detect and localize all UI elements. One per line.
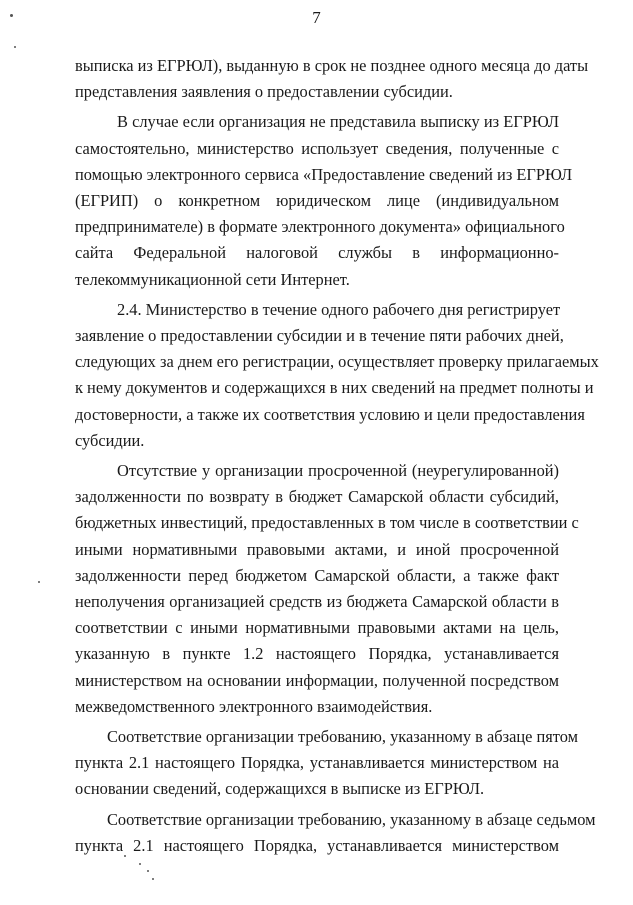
text-line: соответствии с иными нормативными правовыми актами на цель, <box>75 618 559 638</box>
text-line: представления заявления о предоставлении субсидии. <box>75 82 453 102</box>
scan-speck <box>14 46 16 48</box>
text-line: выписка из ЕГРЮЛ), выданную в срок не позднее одного месяца до даты <box>75 56 589 75</box>
text-line: указанную в пункте 1.2 настоящего Порядка, устанавливается <box>75 644 559 664</box>
text-line: В случае если организация не представила выписку из ЕГРЮЛ <box>117 112 559 132</box>
text-line: следующих за днем его регистрации, осуществляет проверку прилагаемых <box>75 352 599 372</box>
text-line: сайта Федеральной налоговой службы в информационно- <box>75 243 559 263</box>
paragraph <box>75 724 578 803</box>
text-line: субсидии. <box>75 430 145 450</box>
scan-speck <box>152 878 154 880</box>
text-line: задолженности перед бюджетом Самарской области, а также факт <box>75 565 559 585</box>
text-line: Соответствие организации требованию, указанному в абзаце седьмом <box>107 809 596 829</box>
paragraph <box>75 109 573 292</box>
paragraph <box>75 458 579 720</box>
text-line: пункта 2.1 настоящего Порядка, устанавливается министерством <box>75 835 559 855</box>
page-number: 7 <box>312 8 321 27</box>
text-line: (ЕГРИП) о конкретном юридическом лице (индивидуальном <box>75 191 559 211</box>
text-line: 2.4. Министерство в течение одного рабочего дня регистрирует <box>117 299 561 319</box>
text-line: иными нормативными правовыми актами, и иной просроченной <box>75 539 559 559</box>
paragraph <box>75 53 589 105</box>
text-line: достоверности, а также их соответствия условию и цели предоставления <box>75 404 585 424</box>
document-body <box>75 53 599 859</box>
text-line: Отсутствие у организации просроченной (неурегулированной) <box>117 461 559 481</box>
text-line: предпринимателе) в формате электронного документа» официального <box>75 217 565 237</box>
text-line: помощью электронного сервиса «Предоставление сведений из ЕГРЮЛ <box>75 164 573 184</box>
text-line: к нему документов и содержащихся в них сведений на предмет полноты и <box>75 378 594 398</box>
text-line: неполучения организацией средств из бюджета Самарской области в <box>75 592 559 612</box>
text-line: межведомственного электронного взаимодействия. <box>75 696 433 716</box>
scan-speck <box>10 14 13 17</box>
text-line: телекоммуникационной сети Интернет. <box>75 269 350 289</box>
text-line: основании сведений, содержащихся в выписке из ЕГРЮЛ. <box>75 779 485 799</box>
text-line: задолженности по возврату в бюджет Самарской области субсидий, <box>75 487 559 507</box>
scan-speck <box>147 870 149 872</box>
scan-speck <box>139 863 141 865</box>
text-line: министерством на основании информации, полученной посредством <box>75 670 559 690</box>
text-line: пункта 2.1 настоящего Порядка, устанавливается министерством на <box>75 753 559 773</box>
text-line: самостоятельно, министерство использует сведения, полученные с <box>75 138 559 158</box>
paragraph <box>75 807 596 859</box>
text-line: Соответствие организации требованию, указанному в абзаце пятом <box>107 727 578 747</box>
scan-speck <box>124 855 126 857</box>
text-line: бюджетных инвестиций, предоставленных в том числе в соответствии с <box>75 513 579 533</box>
paragraph <box>75 297 599 454</box>
scan-speck <box>38 581 40 583</box>
text-line: заявление о предоставлении субсидии и в течение пяти рабочих дней, <box>75 326 564 346</box>
